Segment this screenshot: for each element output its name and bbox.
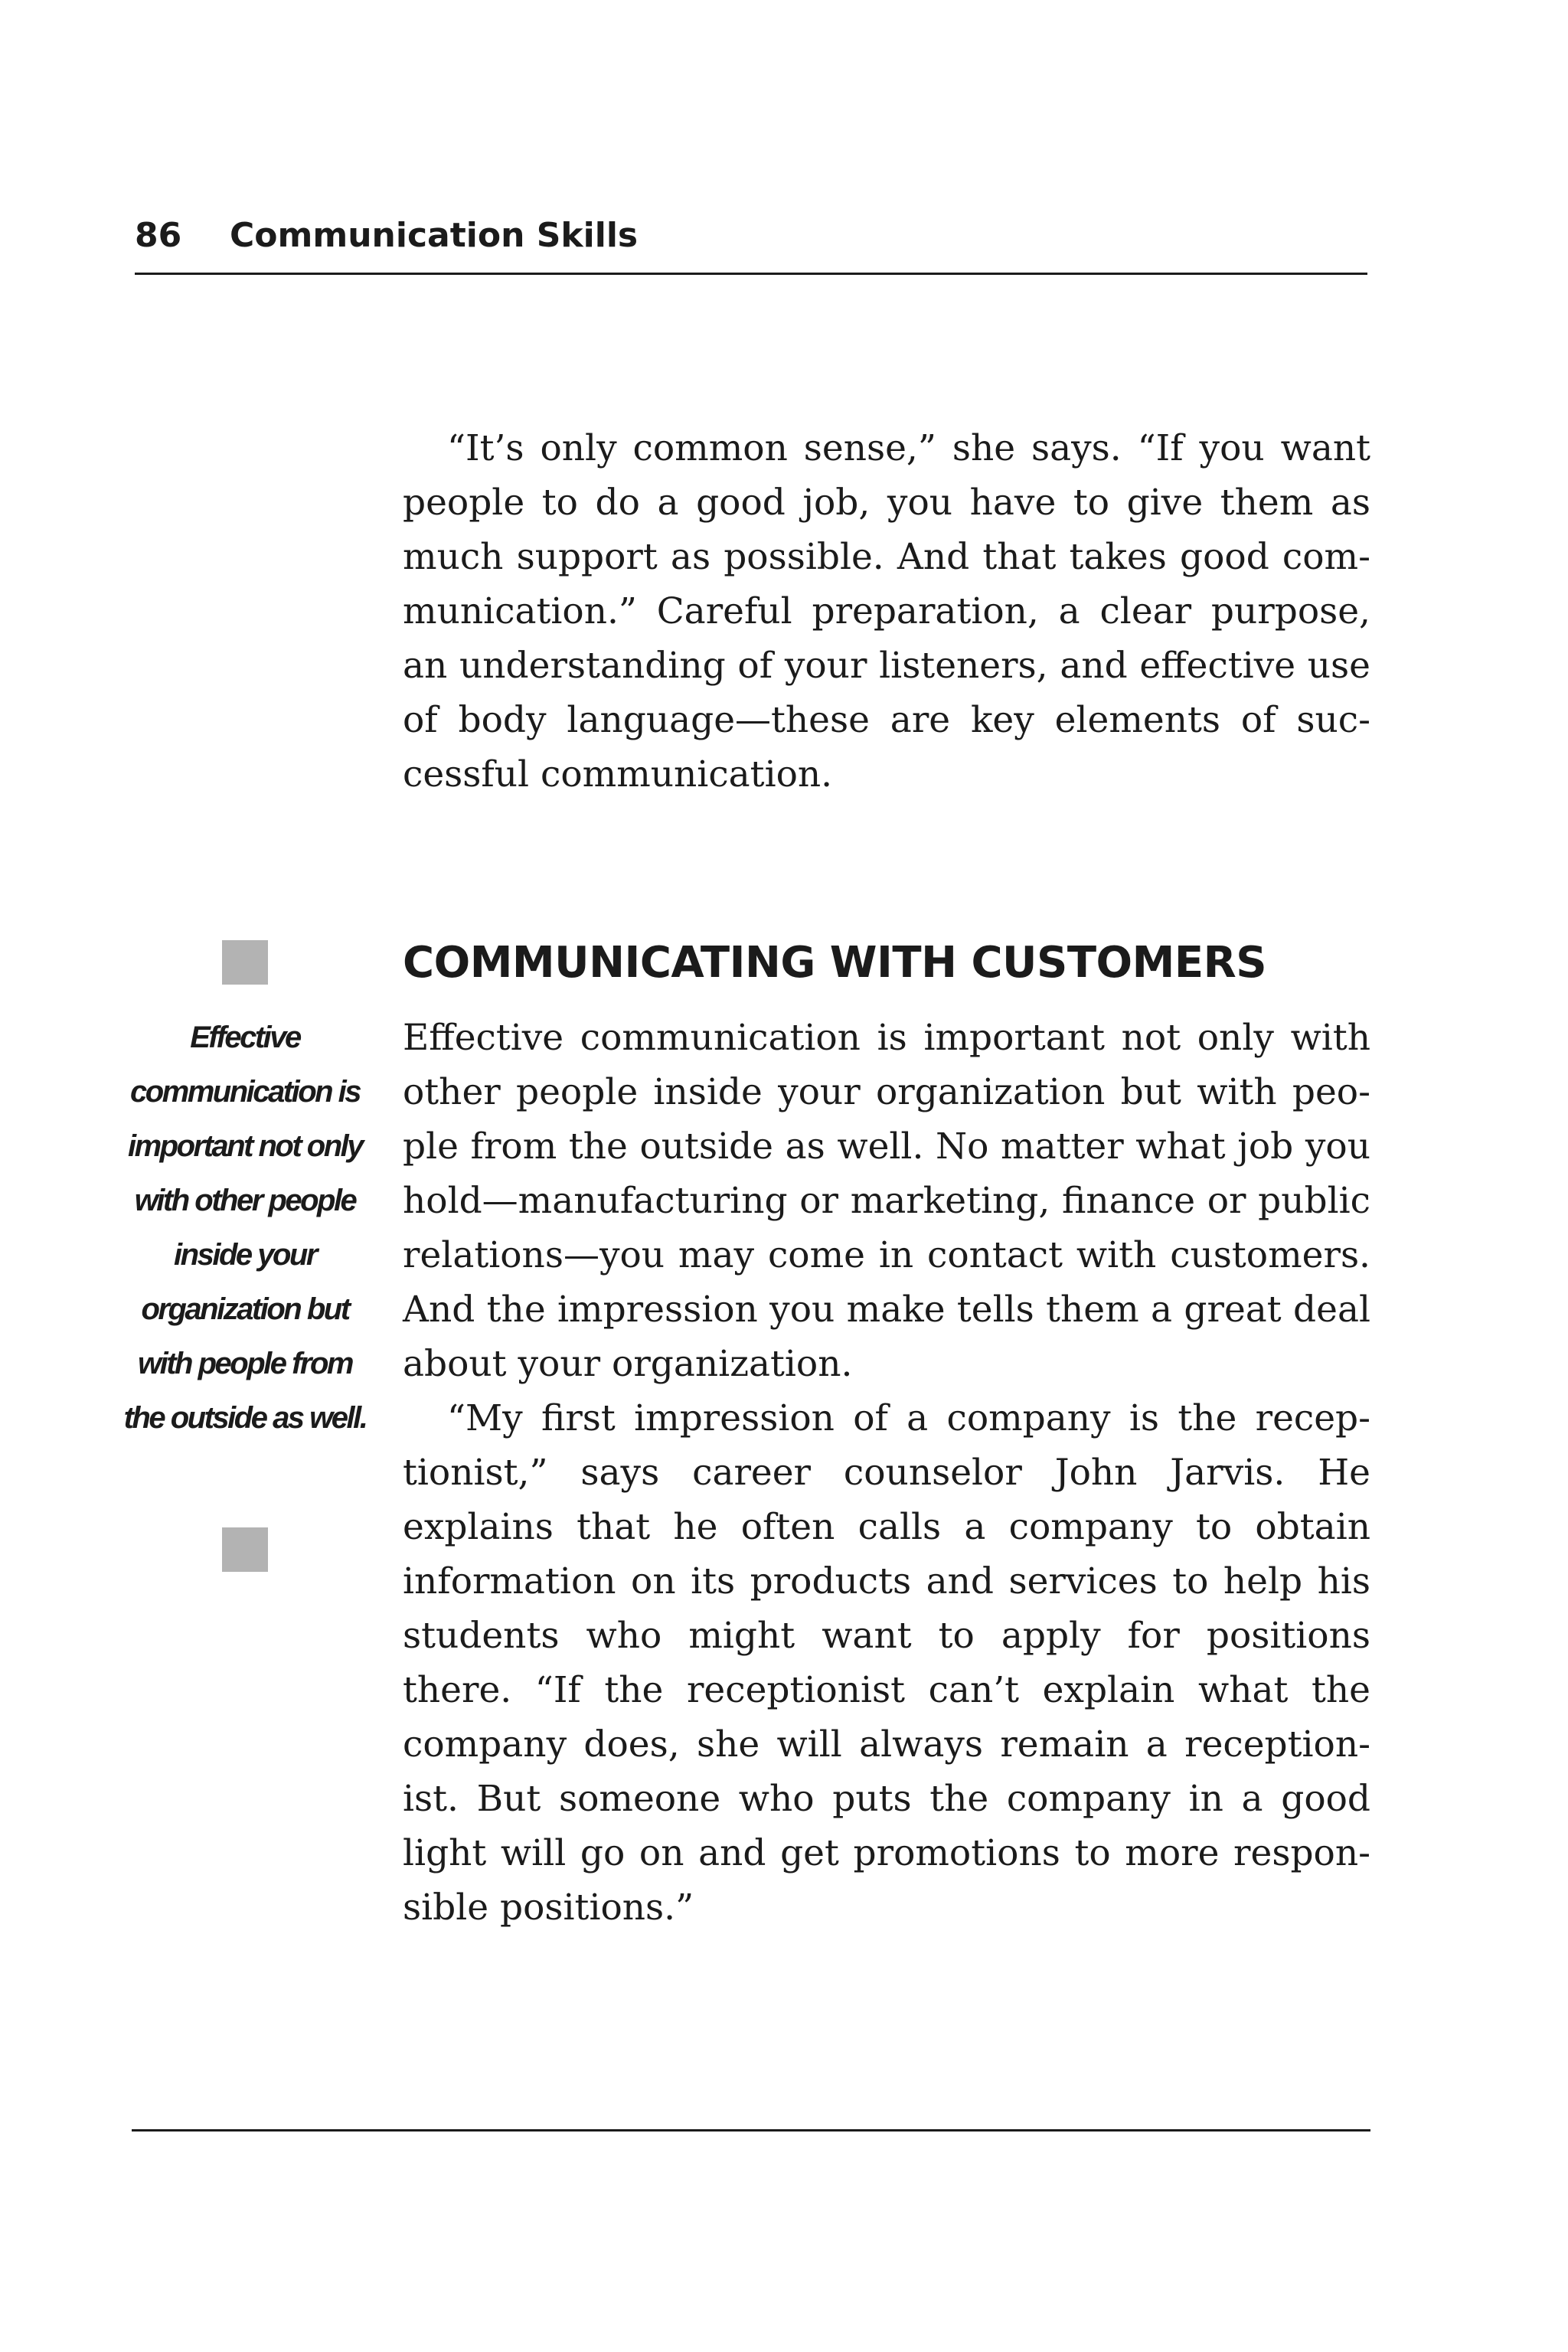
section-paragraph: Effective communication is important not only with other people inside your organization but with people from the outside as well. No matter what job you hold—manufacturing or marketing, finance or public relations—you may come in contact with customers. And the impression you make tells them a great deal about your organization.	[403, 1017, 1370, 1385]
page-number: 86	[135, 216, 182, 255]
header-rule	[135, 273, 1367, 275]
running-title: Communication Skills	[230, 216, 639, 255]
intro-paragraph: “It’s only common sense,” she says. “If you want people to do a good job, you have to give them as much support as possible. And that takes good communication.” Careful preparation, a clear purpose, an understanding of your listeners, and effective use of body language—these are key elements of successful communication.	[403, 427, 1370, 795]
pull-quote: Effective communication is important not only with other people inside your organization but with people from the outside as well.	[123, 1021, 367, 1435]
pull-quote-top-marker	[222, 940, 268, 985]
section-paragraph: “My first impression of a company is the receptionist,” says career counselor John Jarvis. He explains that he often calls a company to obtain information on its products and services to help his students who might want to apply for positions there. “If the receptionist can’t explain what the company does, she will always remain a receptionist. But someone who puts the company in a good light will go on and get promotions to more responsible positions.”	[403, 1397, 1370, 1929]
section-heading: COMMUNICATING WITH CUSTOMERS	[403, 938, 1267, 988]
intro-block	[403, 421, 1370, 802]
section-communicating-with-customers	[403, 933, 1370, 1935]
footer-rule	[132, 2129, 1370, 2132]
pull-quote-bottom-marker	[222, 1527, 268, 1572]
running-head	[135, 213, 1367, 259]
